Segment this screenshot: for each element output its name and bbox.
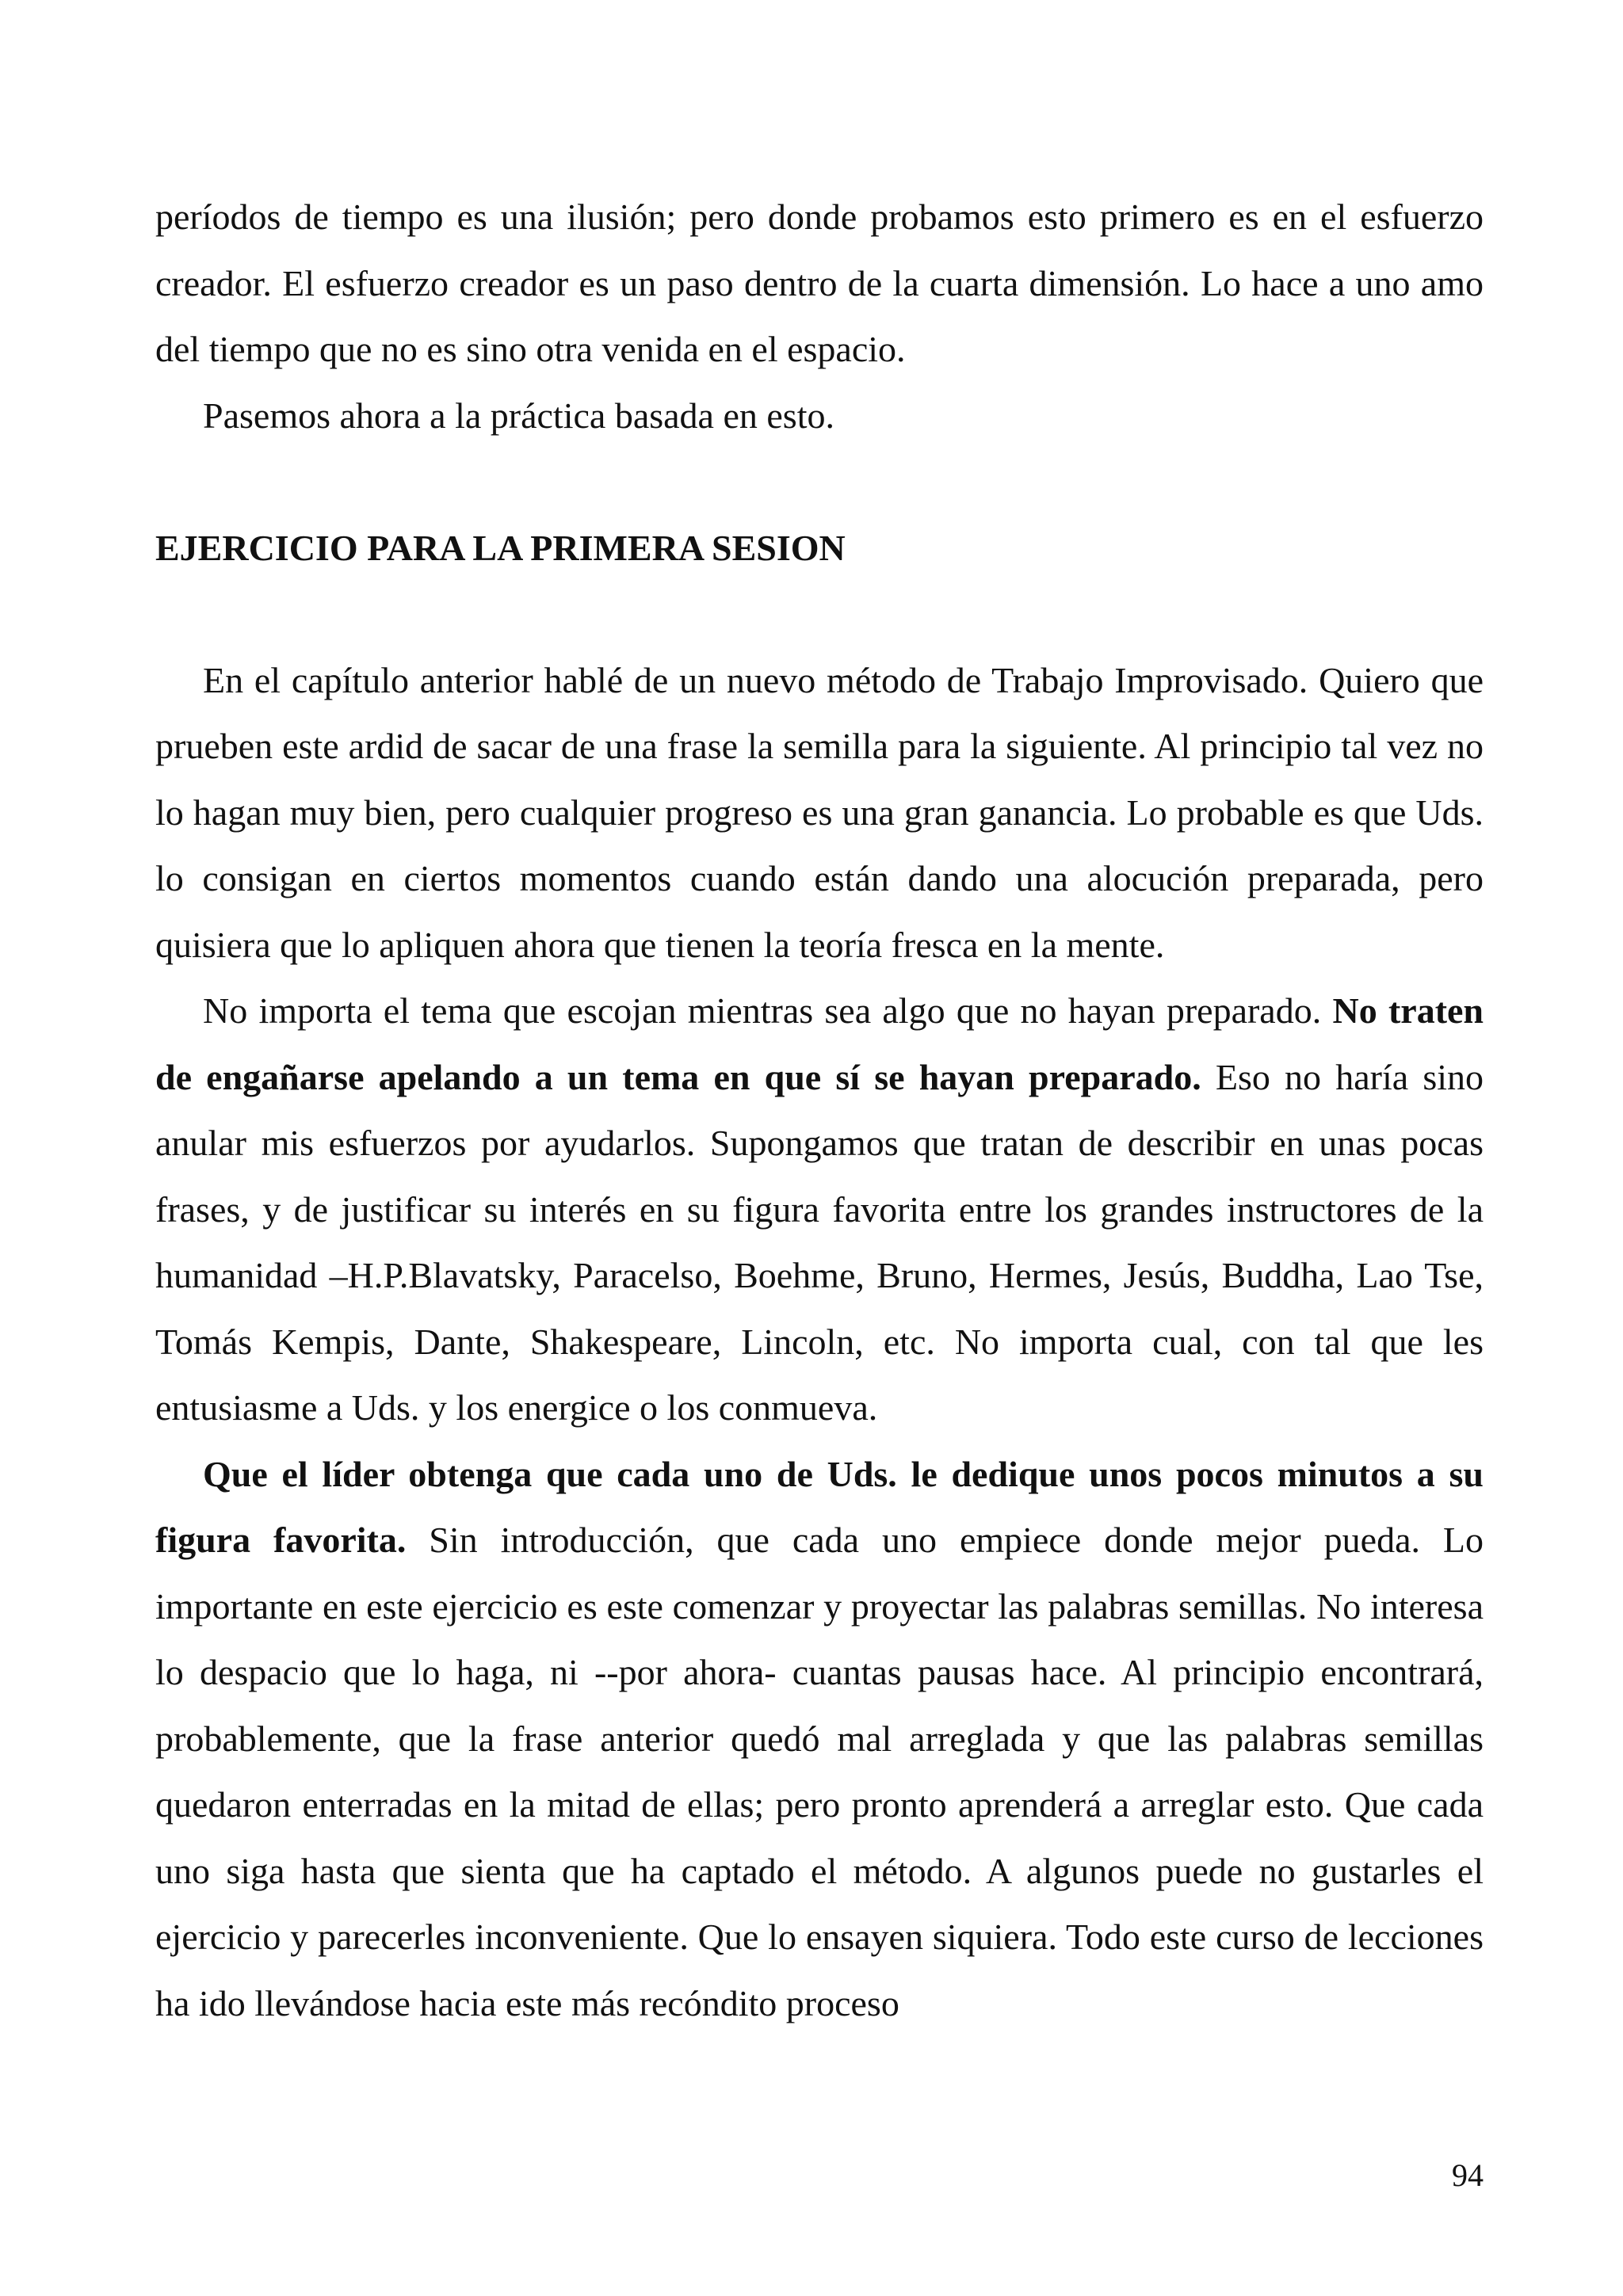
paragraph-4-start: No importa el tema que escojan mientras sea algo que no hayan preparado.: [203, 990, 1322, 1031]
page-number: 94: [1452, 2157, 1484, 2193]
paragraph-4-bold: No traten de engañarse apelando a un tema en que sí se hayan preparado.: [155, 990, 1484, 1097]
paragraph-3: En el capítulo anterior hablé de un nuevo método de Trabajo Improvisado. Quiero que prueben este ardid de sacar de una frase la semilla para la siguiente. Al principio tal vez no lo hagan muy bien, pero cualquier progreso es una gran ganancia. Lo probable es que Uds. lo consigan en ciertos momentos cuando están dando una alocución preparada, pero quisiera que lo apliquen ahora que tienen la teoría fresca en la mente.: [155, 659, 1484, 965]
paragraph-4-end: Eso no haría sino anular mis esfuerzos por ayudarlos. Supongamos que tratan de describir en unas pocas frases, y de justificar su interés en su figura favorita entre los grandes instructores de la humanidad –H.P.Blavatsky, Paracelso, Boehme, Bruno, Hermes, Jesús, Buddha, Lao Tse, Tomás Kempis, Dante, Shakespeare, Lincoln, etc. No importa cual, con tal que les entusiasme a Uds. y los energice o los conmueva.: [155, 1056, 1484, 1428]
spacer: [155, 448, 1484, 515]
section-heading: EJERCICIO PARA LA PRIMERA SESION: [155, 527, 846, 568]
paragraph-1: períodos de tiempo es una ilusión; pero donde probamos esto primero es en el esfuerzo creador. El esfuerzo creador es un paso dentro de la cuarta dimensión. Lo hace a uno amo del tiempo que no es sino otra venida en el espacio.: [155, 196, 1484, 369]
paragraph-5: [155, 1441, 1484, 2037]
paragraph-2: Pasemos ahora a la práctica basada en esto.: [203, 395, 834, 436]
spacer: [155, 581, 1484, 647]
body-text: [155, 184, 1484, 2036]
paragraph-5-bold: Que el líder obtenga que cada uno de Uds. le dedique unos pocos minutos a su figura favorita.: [155, 1453, 1484, 1560]
paragraph-5-end: Sin introducción, que cada uno empiece donde mejor pueda. Lo importante en este ejercicio es este comenzar y proyectar las palabras semillas. No interesa lo despacio que lo haga, ni --por ahora- cuantas pausas hace. Al principio encontrará, probablemente, que la frase anterior quedó mal arreglada y que las palabras semillas quedaron enterradas en la mitad de ellas; pero pronto aprenderá a arreglar esto. Que cada uno siga hasta que sienta que ha captado el método. A algunos puede no gustarles el ejercicio y parecerles inconveniente. Que lo ensayen siquiera. Todo este curso de lecciones ha ido llevándose hacia este más recóndito proceso: [155, 1520, 1484, 2023]
paragraph-4: [155, 978, 1484, 1441]
